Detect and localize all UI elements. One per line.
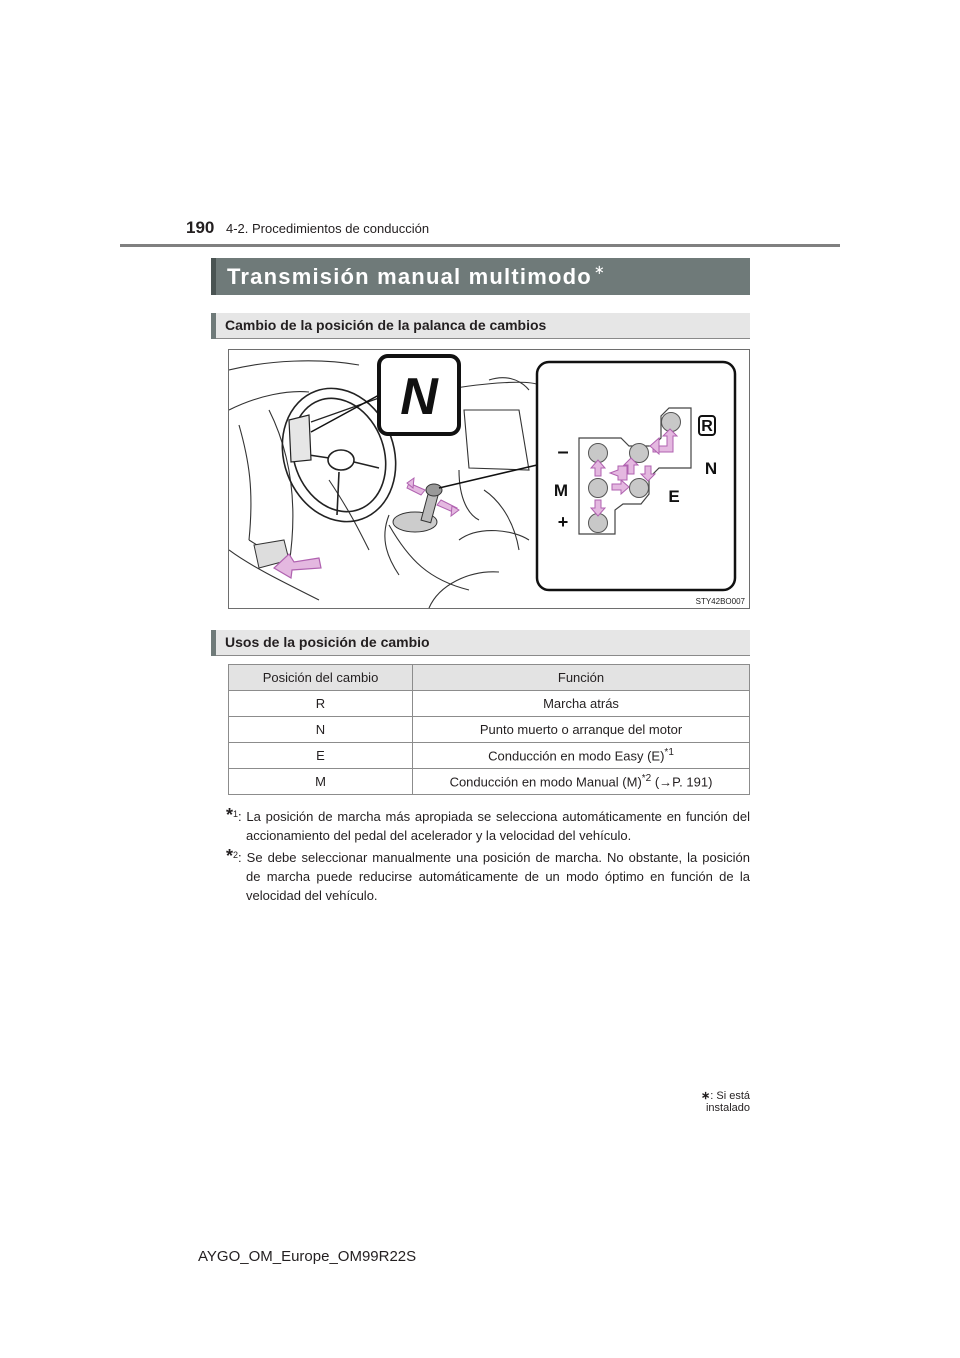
figure-code: STY42BO007 xyxy=(695,597,745,606)
table-row xyxy=(229,769,750,795)
gate-label-plus: + xyxy=(557,512,569,532)
table-header-row xyxy=(229,665,750,691)
function-text: Marcha atrás xyxy=(543,696,619,711)
table-cell-function xyxy=(413,769,750,795)
installed-note-mark: ∗ xyxy=(701,1090,711,1102)
footnote-text: : La posición de marcha más apropiada se selecciona automáticamente en función del accionamiento del pedal del acelerador y la velocidad del vehículo. xyxy=(238,809,750,843)
table-cell-position: R xyxy=(229,691,413,717)
shift-lever xyxy=(393,465,537,532)
subsection-title-uses: Usos de la posición de cambio xyxy=(225,634,430,650)
installed-note xyxy=(660,1089,750,1114)
function-text: Conducción en modo Manual (M) xyxy=(449,774,642,790)
subsection-tab-mark xyxy=(211,630,216,656)
function-text: Conducción en modo Easy (E) xyxy=(488,748,665,764)
table-row xyxy=(229,691,750,717)
display-gear-char: N xyxy=(400,368,438,426)
footnote-number: 2 xyxy=(233,850,239,860)
function-text: Punto muerto o arranque del motor xyxy=(479,722,683,737)
footnote-text: : Se debe seleccionar manualmente una posición de marcha. No obstante, la posición de marcha puede reducirse automáticamente de un modo óptimo en función de la velocidad del vehículo. xyxy=(238,850,750,903)
section-title-text: Transmisión manual multimodo xyxy=(227,264,592,289)
header-rule xyxy=(120,244,840,247)
gate-label-minus: – xyxy=(557,441,569,463)
installed-note-text: : Si está instalado xyxy=(705,1090,750,1114)
breadcrumb: 4-2. Procedimientos de conducción xyxy=(226,221,430,236)
gate-knob-e xyxy=(630,479,649,498)
document-footer: AYGO_OM_Europe_OM99R22S xyxy=(198,1248,417,1265)
subsection-bar-shift xyxy=(211,313,750,339)
table-row xyxy=(229,717,750,743)
table-cell-function xyxy=(413,743,750,769)
page-number: 190 xyxy=(186,218,215,237)
footnote-1 xyxy=(226,806,750,845)
table-cell-position: E xyxy=(229,743,413,769)
table-cell-function xyxy=(413,717,750,743)
gate-knob-m xyxy=(589,479,608,498)
footnote-number: 1 xyxy=(233,809,239,819)
shift-positions-table xyxy=(228,664,750,795)
gate-knob-r xyxy=(662,413,681,432)
table-header-function: Función xyxy=(413,665,750,691)
installed-mark: ∗ xyxy=(593,262,606,277)
footnote-2 xyxy=(226,847,750,905)
gate-label-m: M xyxy=(553,481,569,500)
shift-lever-figure xyxy=(228,349,750,609)
footnote-mark: * xyxy=(226,846,234,866)
page-reference-link[interactable]: (→P. 191) xyxy=(651,774,713,790)
table-cell-position: M xyxy=(229,769,413,795)
section-title xyxy=(227,264,606,290)
gate-label-r: R xyxy=(701,418,713,435)
table-cell-function xyxy=(413,691,750,717)
table-row xyxy=(229,743,750,769)
footnote-ref: *1 xyxy=(664,747,674,759)
footnote-mark: * xyxy=(226,805,234,825)
table-header-position: Posición del cambio xyxy=(229,665,413,691)
figure-illustration xyxy=(229,350,749,608)
subsection-title-shift: Cambio de la posición de la palanca de cambios xyxy=(225,317,547,333)
gate-label-n: N xyxy=(704,459,718,478)
subsection-bar-uses xyxy=(211,630,750,656)
table-cell-position: N xyxy=(229,717,413,743)
subsection-tab-mark xyxy=(211,313,216,339)
title-tab-mark xyxy=(211,258,216,295)
section-title-bar xyxy=(211,258,750,295)
footnote-ref: *2 xyxy=(641,773,652,785)
gate-label-e: E xyxy=(668,487,680,506)
